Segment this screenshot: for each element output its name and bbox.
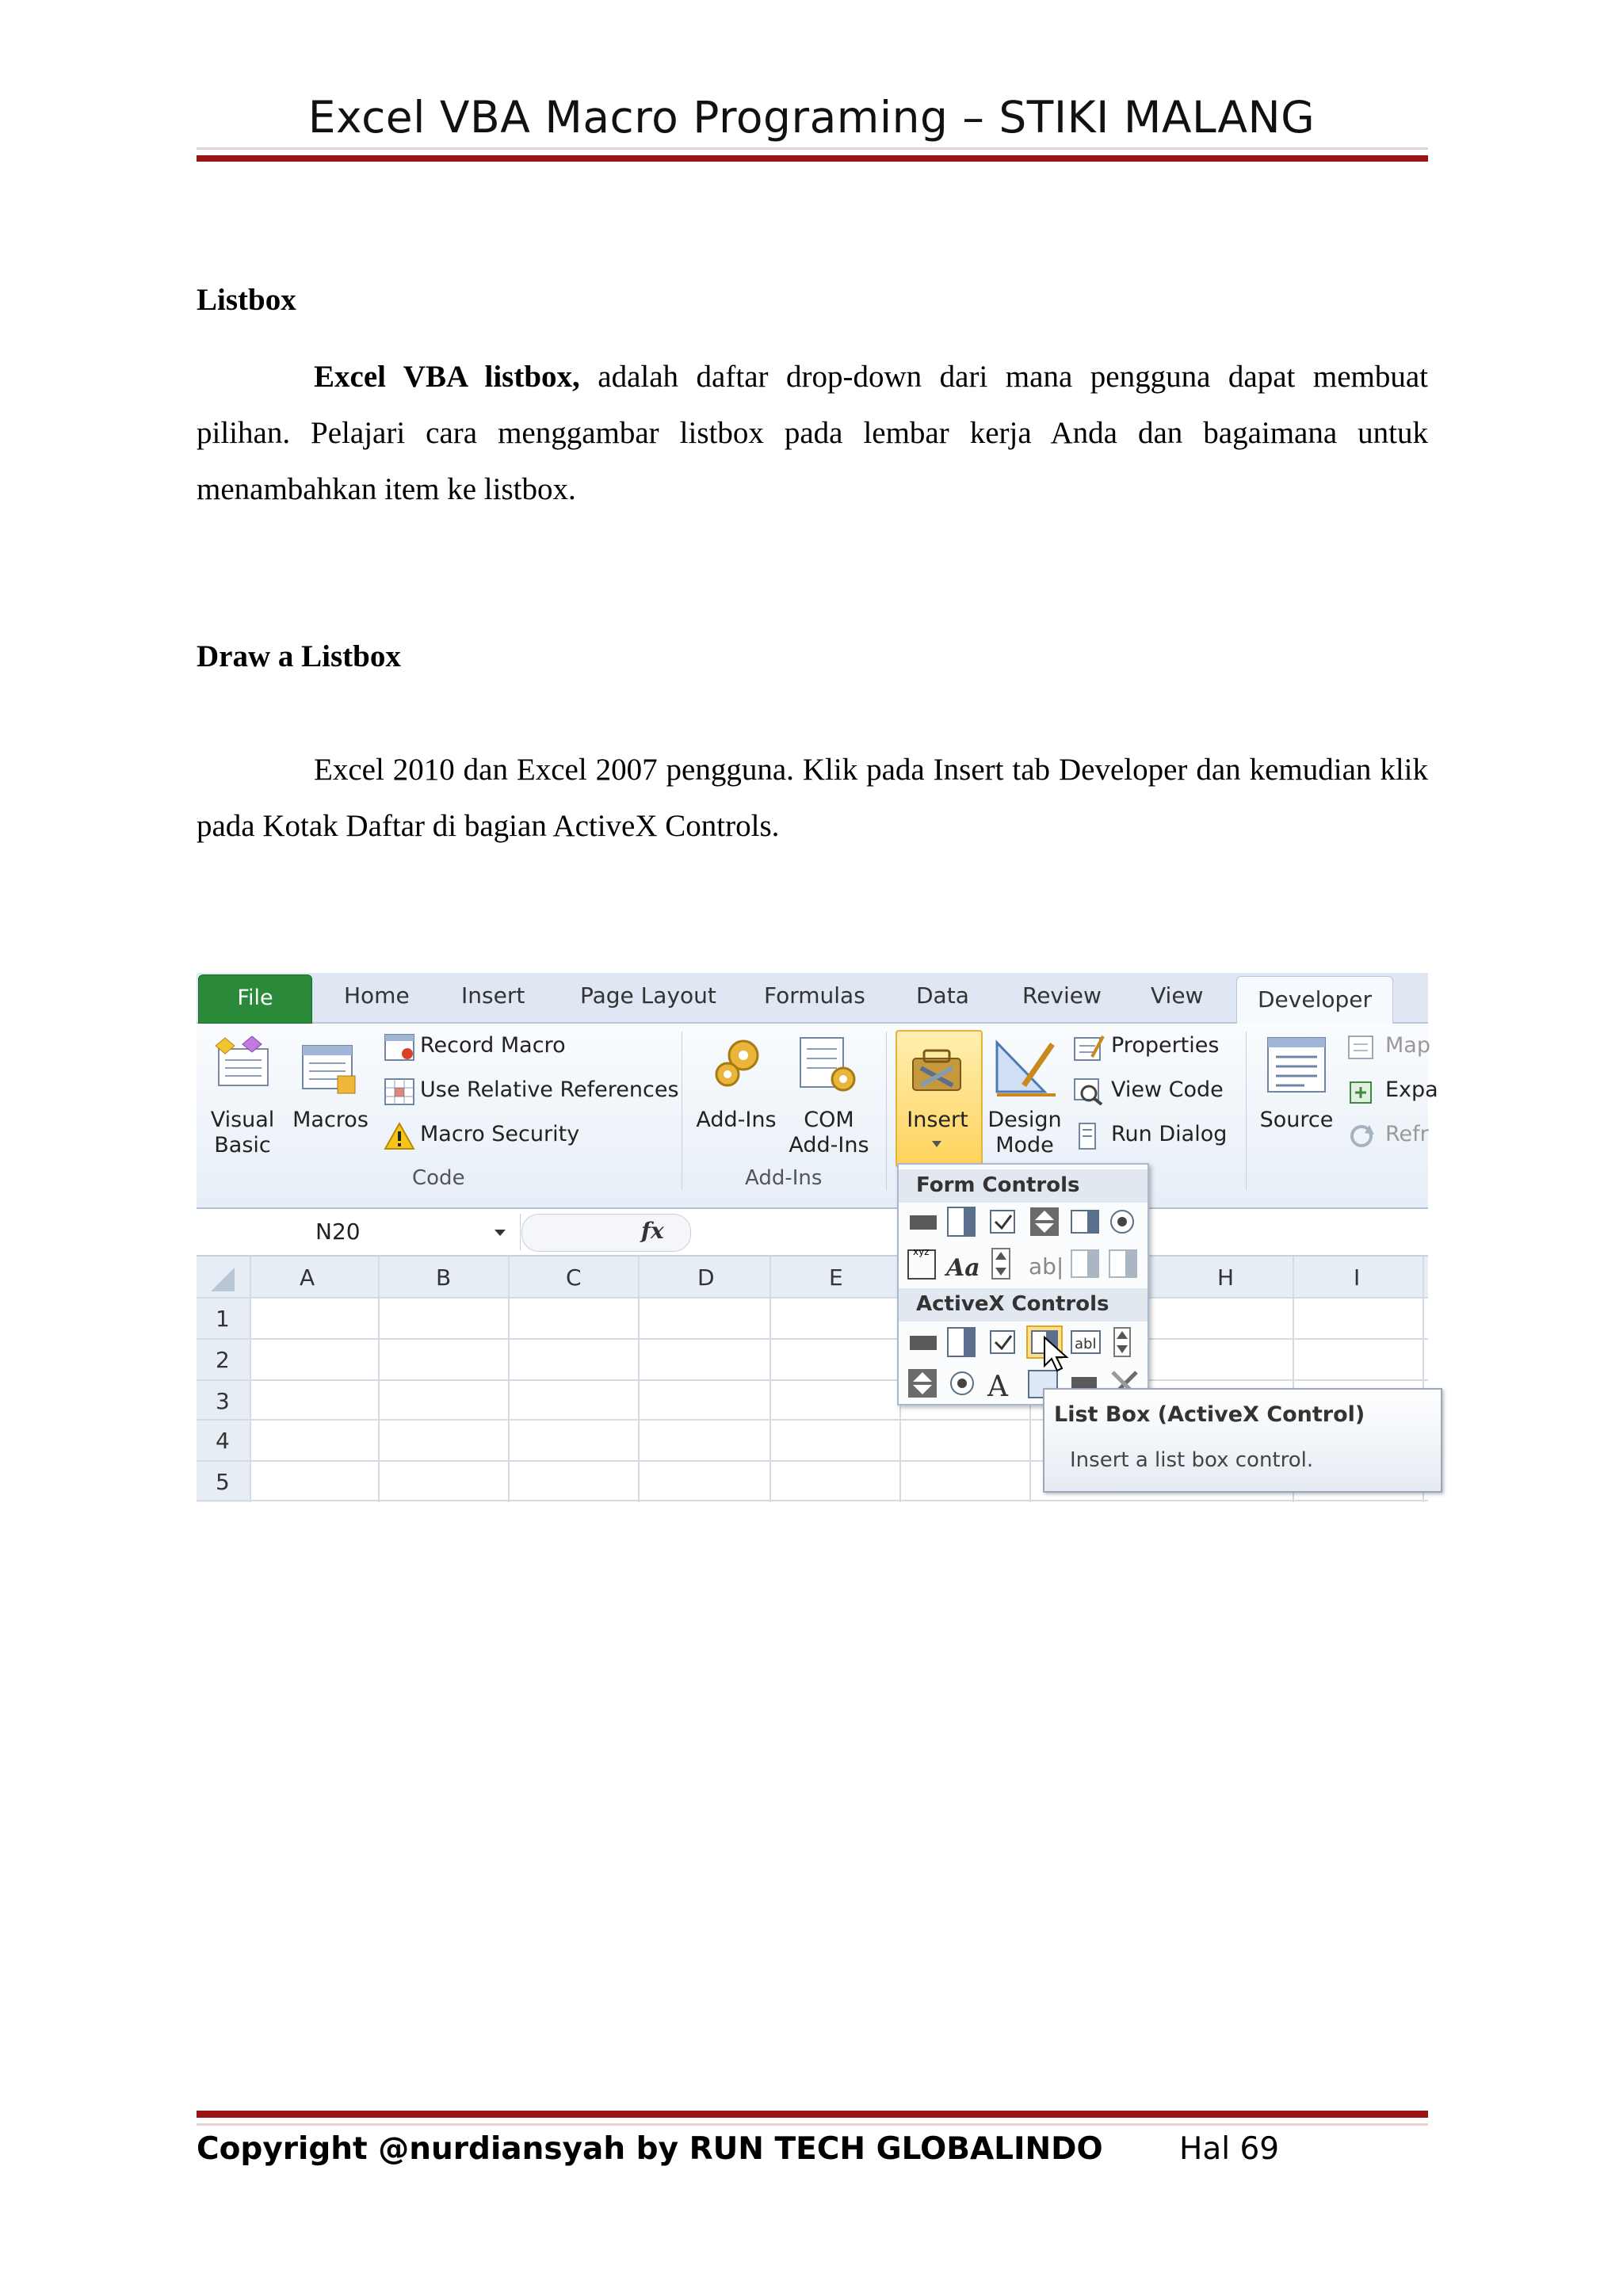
- list-box-tooltip: [1043, 1388, 1442, 1493]
- tooltip-title: List Box (ActiveX Control): [1054, 1402, 1365, 1427]
- form-controls-heading: Form Controls: [899, 1169, 1148, 1203]
- tab-view[interactable]: View: [1151, 982, 1204, 1009]
- paragraph-intro: [197, 349, 1428, 517]
- column-header-d[interactable]: D: [697, 1264, 715, 1291]
- tab-formulas[interactable]: Formulas: [764, 982, 865, 1009]
- footer-divider: [197, 2111, 1428, 2118]
- run-dialog-button[interactable]: Run Dialog: [1111, 1122, 1228, 1146]
- com-add-ins-icon: [796, 1035, 861, 1095]
- column-header-e[interactable]: E: [829, 1264, 843, 1291]
- form-label-icon[interactable]: [944, 1254, 980, 1282]
- tab-page-layout[interactable]: Page Layout: [580, 982, 716, 1009]
- group-separator: [886, 1032, 887, 1190]
- visual-basic-icon: [211, 1035, 276, 1089]
- map-properties-icon: [1347, 1033, 1379, 1062]
- view-code-icon: [1073, 1077, 1105, 1106]
- expansion-packs-button[interactable]: Expa: [1385, 1077, 1438, 1102]
- paragraph-intro-bold: Excel VBA listbox,: [314, 360, 580, 394]
- source-icon: [1265, 1035, 1328, 1095]
- design-mode-label-2: Mode: [995, 1133, 1054, 1158]
- column-header-a[interactable]: A: [300, 1264, 315, 1291]
- row-header-5[interactable]: 5: [216, 1469, 230, 1495]
- form-scroll-bar-icon[interactable]: [992, 1249, 1010, 1279]
- visual-basic-button[interactable]: [204, 1108, 281, 1158]
- tab-review[interactable]: Review: [1022, 982, 1102, 1009]
- row-header-3[interactable]: 3: [216, 1388, 230, 1414]
- expansion-packs-icon: [1347, 1077, 1379, 1106]
- activex-label-icon[interactable]: [987, 1371, 1009, 1403]
- footer-page-number: Hal 69: [1179, 2131, 1280, 2167]
- group-label-code: Code: [412, 1166, 465, 1190]
- activex-combo-box-icon[interactable]: [948, 1328, 975, 1356]
- section-heading-draw-listbox: Draw a Listbox: [197, 639, 401, 673]
- svg-text:ab|: ab|: [1029, 1253, 1064, 1280]
- design-mode-button[interactable]: [981, 1108, 1068, 1158]
- activex-spin-button-icon[interactable]: [908, 1369, 937, 1398]
- column-header-c[interactable]: C: [566, 1264, 582, 1291]
- insert-controls-gallery: [897, 1163, 1149, 1405]
- svg-text:Aa: Aa: [946, 1254, 980, 1282]
- form-combo-list-edit-icon[interactable]: [1071, 1250, 1098, 1277]
- activex-check-box-icon[interactable]: [991, 1331, 1014, 1353]
- visual-basic-label-1: Visual: [210, 1108, 275, 1132]
- tab-developer-label: Developer: [1257, 986, 1372, 1013]
- tab-developer[interactable]: [1236, 976, 1393, 1024]
- tab-file[interactable]: File: [198, 974, 312, 1024]
- form-list-box-icon[interactable]: [1071, 1211, 1098, 1233]
- refresh-data-icon: [1347, 1122, 1379, 1150]
- chevron-down-icon: [930, 1139, 943, 1149]
- activex-command-button-icon[interactable]: [910, 1336, 937, 1350]
- form-button-icon[interactable]: [910, 1215, 937, 1230]
- use-relative-references-button[interactable]: Use Relative References: [420, 1077, 679, 1102]
- chevron-down-icon: [493, 1228, 507, 1238]
- paragraph-instructions: Excel 2010 dan Excel 2007 pengguna. Klik pada Insert tab Developer dan kemudian klik pada Kotak Daftar di bagian ActiveX Controls.: [197, 753, 1428, 843]
- record-macro-button[interactable]: Record Macro: [420, 1033, 566, 1058]
- ribbon-developer: [197, 1024, 1438, 1209]
- form-group-box-icon[interactable]: [908, 1246, 935, 1279]
- com-add-ins-label-1: COM: [804, 1108, 854, 1132]
- warning-icon: [384, 1122, 415, 1150]
- form-spin-button-icon[interactable]: [1030, 1207, 1059, 1236]
- add-ins-button[interactable]: Add-Ins: [696, 1108, 777, 1132]
- column-header-h[interactable]: H: [1217, 1264, 1235, 1291]
- group-separator: [1246, 1032, 1247, 1190]
- form-combo-box-icon[interactable]: [948, 1207, 975, 1236]
- svg-text:A: A: [987, 1371, 1008, 1403]
- tab-data[interactable]: Data: [916, 982, 969, 1009]
- properties-icon: [1073, 1033, 1105, 1062]
- refresh-data-button[interactable]: Refr: [1385, 1122, 1429, 1146]
- com-add-ins-button[interactable]: [783, 1108, 875, 1158]
- properties-button[interactable]: Properties: [1111, 1033, 1220, 1058]
- paragraph-intro-text: adalah daftar drop-down dari mana pengguna dapat membuat pilihan. Pelajari cara menggambar listbox pada lembar kerja Anda dan bagaimana untuk menambahkan item ke listbox.: [197, 360, 1428, 506]
- activex-text-box-icon[interactable]: [1071, 1331, 1100, 1353]
- macros-button[interactable]: Macros: [292, 1108, 369, 1132]
- name-box-value: N20: [315, 1219, 361, 1245]
- visual-basic-label-2: Basic: [214, 1133, 271, 1158]
- form-combo-dropdown-edit-icon[interactable]: [1109, 1250, 1136, 1277]
- tab-home[interactable]: Home: [344, 982, 410, 1009]
- design-mode-label-1: Design: [987, 1108, 1062, 1132]
- form-option-button-icon[interactable]: [1111, 1211, 1133, 1233]
- footer-copyright: Copyright @nurdiansyah by RUN TECH GLOBALINDO: [197, 2131, 1103, 2167]
- mouse-cursor-icon: [1043, 1336, 1070, 1372]
- run-dialog-icon: [1073, 1122, 1105, 1150]
- row-header-1[interactable]: 1: [216, 1306, 230, 1332]
- insert-controls-icon: [905, 1036, 968, 1100]
- form-controls-icons: [899, 1206, 1148, 1285]
- view-code-button[interactable]: View Code: [1111, 1077, 1224, 1102]
- form-text-field-icon[interactable]: [1029, 1253, 1064, 1280]
- tooltip-description: Insert a list box control.: [1070, 1448, 1314, 1472]
- activex-scroll-bar-icon[interactable]: [1114, 1328, 1130, 1356]
- record-macro-icon: [384, 1033, 415, 1062]
- design-mode-icon: [992, 1036, 1059, 1100]
- name-box[interactable]: [197, 1214, 521, 1250]
- header-divider-thin: [197, 147, 1428, 150]
- excel-screenshot: [197, 973, 1438, 1502]
- column-header-b[interactable]: B: [436, 1264, 452, 1291]
- formula-controls: [521, 1214, 691, 1252]
- svg-text:xyz: xyz: [913, 1246, 930, 1257]
- add-ins-gear-icon: [708, 1033, 769, 1093]
- row-header-2[interactable]: 2: [216, 1347, 230, 1373]
- macros-icon: [300, 1043, 360, 1097]
- formula-bar: [197, 1209, 1428, 1257]
- section-heading-listbox: Listbox: [197, 283, 296, 317]
- ribbon-tab-strip: [197, 973, 1428, 1024]
- tab-insert[interactable]: Insert: [461, 982, 525, 1009]
- com-add-ins-label-2: Add-Ins: [789, 1133, 869, 1158]
- relative-references-icon: [384, 1077, 415, 1106]
- insert-label: Insert: [907, 1108, 968, 1132]
- footer-divider-thin: [197, 2123, 1428, 2126]
- activex-controls-heading: ActiveX Controls: [899, 1288, 1148, 1322]
- page-header-title: Excel VBA Macro Programing – STIKI MALANG: [307, 92, 1316, 143]
- svg-text:abl: abl: [1075, 1336, 1097, 1352]
- column-header-i[interactable]: I: [1354, 1264, 1361, 1291]
- macro-security-button[interactable]: Macro Security: [420, 1122, 580, 1146]
- header-divider: [197, 155, 1428, 162]
- form-check-box-icon[interactable]: [991, 1211, 1014, 1233]
- row-header-4[interactable]: 4: [216, 1428, 230, 1454]
- group-label-add-ins: Add-Ins: [745, 1166, 823, 1190]
- map-properties-button[interactable]: Map: [1385, 1033, 1430, 1058]
- activex-option-button-icon[interactable]: [951, 1372, 973, 1394]
- source-button[interactable]: Source: [1259, 1108, 1334, 1132]
- fx-icon[interactable]: fx: [641, 1218, 664, 1244]
